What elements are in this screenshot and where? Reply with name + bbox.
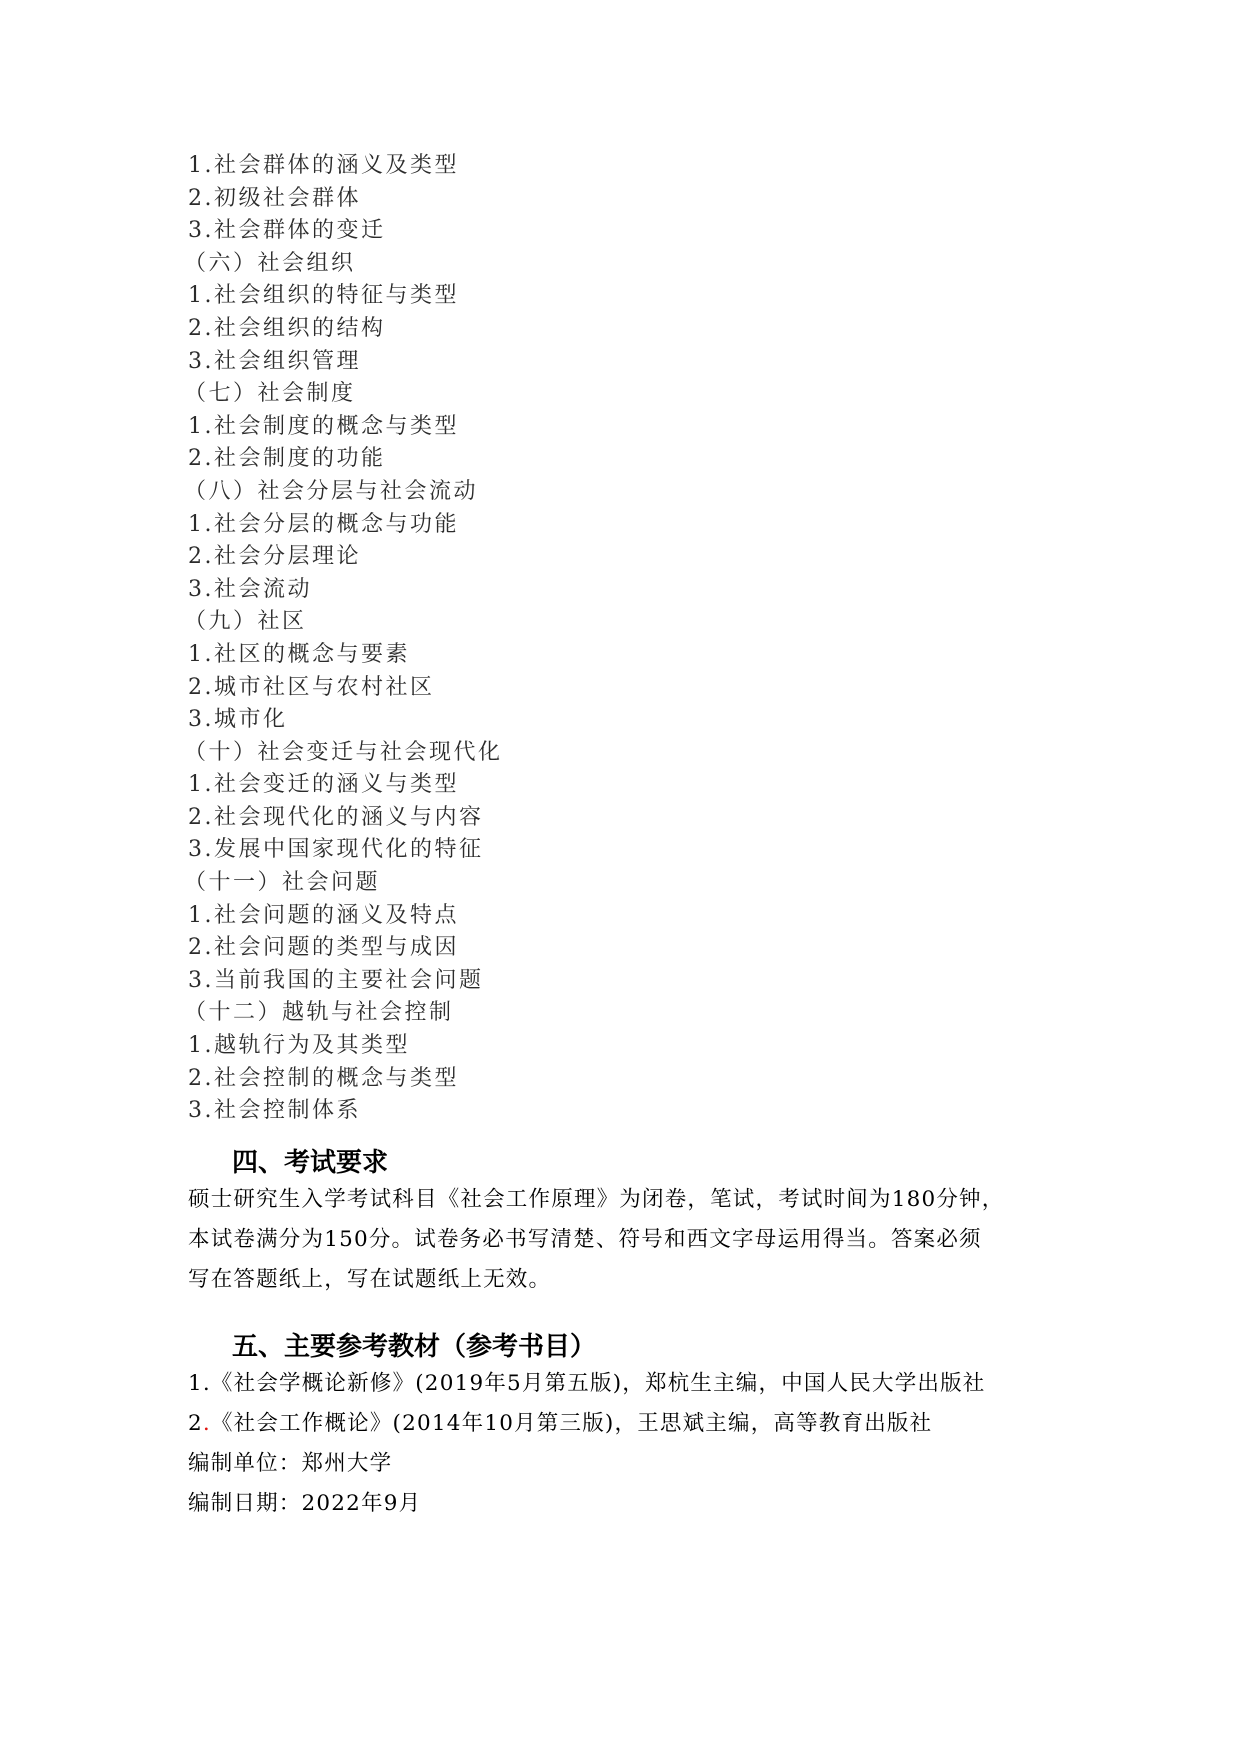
outline-item: 2.社会分层理论 xyxy=(188,544,361,570)
outline-item: 2.初级社会群体 xyxy=(188,185,361,211)
compiler-unit: 编制单位：郑州大学 xyxy=(188,1451,393,1476)
outline-item: 3.社会组织管理 xyxy=(188,348,361,374)
outline-item: 2.社会现代化的涵义与内容 xyxy=(188,804,484,830)
reference-number: 2 xyxy=(188,1411,203,1436)
outline-section-heading: （十）社会变迁与社会现代化 xyxy=(184,739,503,765)
outline-item: 1.社会组织的特征与类型 xyxy=(188,283,459,309)
outline-item: 2.社会组织的结构 xyxy=(188,315,386,341)
outline-item: 3.社会控制体系 xyxy=(188,1098,361,1124)
outline-item: 3.城市化 xyxy=(188,707,288,733)
outline-section-heading: （六）社会组织 xyxy=(184,250,356,276)
outline-section-heading: （十一）社会问题 xyxy=(184,870,381,896)
outline-item: 2.社会制度的功能 xyxy=(188,446,386,472)
outline-section-heading: （七）社会制度 xyxy=(184,381,356,407)
exam-requirements-body xyxy=(188,1180,1068,1300)
references-list xyxy=(188,1364,1068,1524)
outline-item: 2.城市社区与农村社区 xyxy=(188,674,435,700)
reference-item xyxy=(188,1404,1068,1444)
outline-section-heading: （九）社区 xyxy=(184,609,307,635)
references-heading: 五、主要参考教材（参考书目） xyxy=(232,1332,597,1362)
outline-item: 1.社会分层的概念与功能 xyxy=(188,511,459,537)
outline-item: 3.社会群体的变迁 xyxy=(188,218,386,244)
outline-section-heading: （八）社会分层与社会流动 xyxy=(184,478,479,504)
compile-date: 编制日期：2022年9月 xyxy=(188,1491,422,1516)
exam-requirements-heading: 四、考试要求 xyxy=(232,1148,389,1178)
outline-item: 3.当前我国的主要社会问题 xyxy=(188,967,484,993)
paragraph-line: 写在答题纸上，写在试题纸上无效。 xyxy=(188,1267,552,1292)
reference-item xyxy=(188,1364,1068,1404)
syllabus-outline xyxy=(184,150,1088,1128)
outline-item: 2.社会问题的类型与成因 xyxy=(188,935,459,961)
reference-text: 《社会工作概论》(2014年10月第三版)，王思斌主编，高等教育出版社 xyxy=(210,1411,933,1436)
reference-number: 1. xyxy=(188,1371,211,1396)
outline-item: 2.社会控制的概念与类型 xyxy=(188,1065,459,1091)
outline-item: 1.社会变迁的涵义与类型 xyxy=(188,772,459,798)
reference-text: 《社会学概论新修》(2019年5月第五版)，郑杭生主编，中国人民大学出版社 xyxy=(210,1371,986,1396)
reference-number-dot: . xyxy=(202,1411,211,1436)
paragraph-line: 硕士研究生入学考试科目《社会工作原理》为闭卷，笔试，考试时间为180分钟， xyxy=(188,1187,1005,1212)
outline-item: 1.社会问题的涵义及特点 xyxy=(188,902,459,928)
outline-item: 1.社会群体的涵义及类型 xyxy=(188,153,459,178)
paragraph-line: 本试卷满分为150分。试卷务必书写清楚、符号和西文字母运用得当。答案必须 xyxy=(188,1227,982,1252)
outline-item: 1.越轨行为及其类型 xyxy=(188,1033,410,1059)
outline-item: 1.社会制度的概念与类型 xyxy=(188,413,459,439)
outline-item: 3.发展中国家现代化的特征 xyxy=(188,837,484,863)
outline-section-heading: （十二）越轨与社会控制 xyxy=(184,1000,454,1026)
outline-item: 1.社区的概念与要素 xyxy=(188,641,410,667)
outline-item: 3.社会流动 xyxy=(188,576,312,602)
